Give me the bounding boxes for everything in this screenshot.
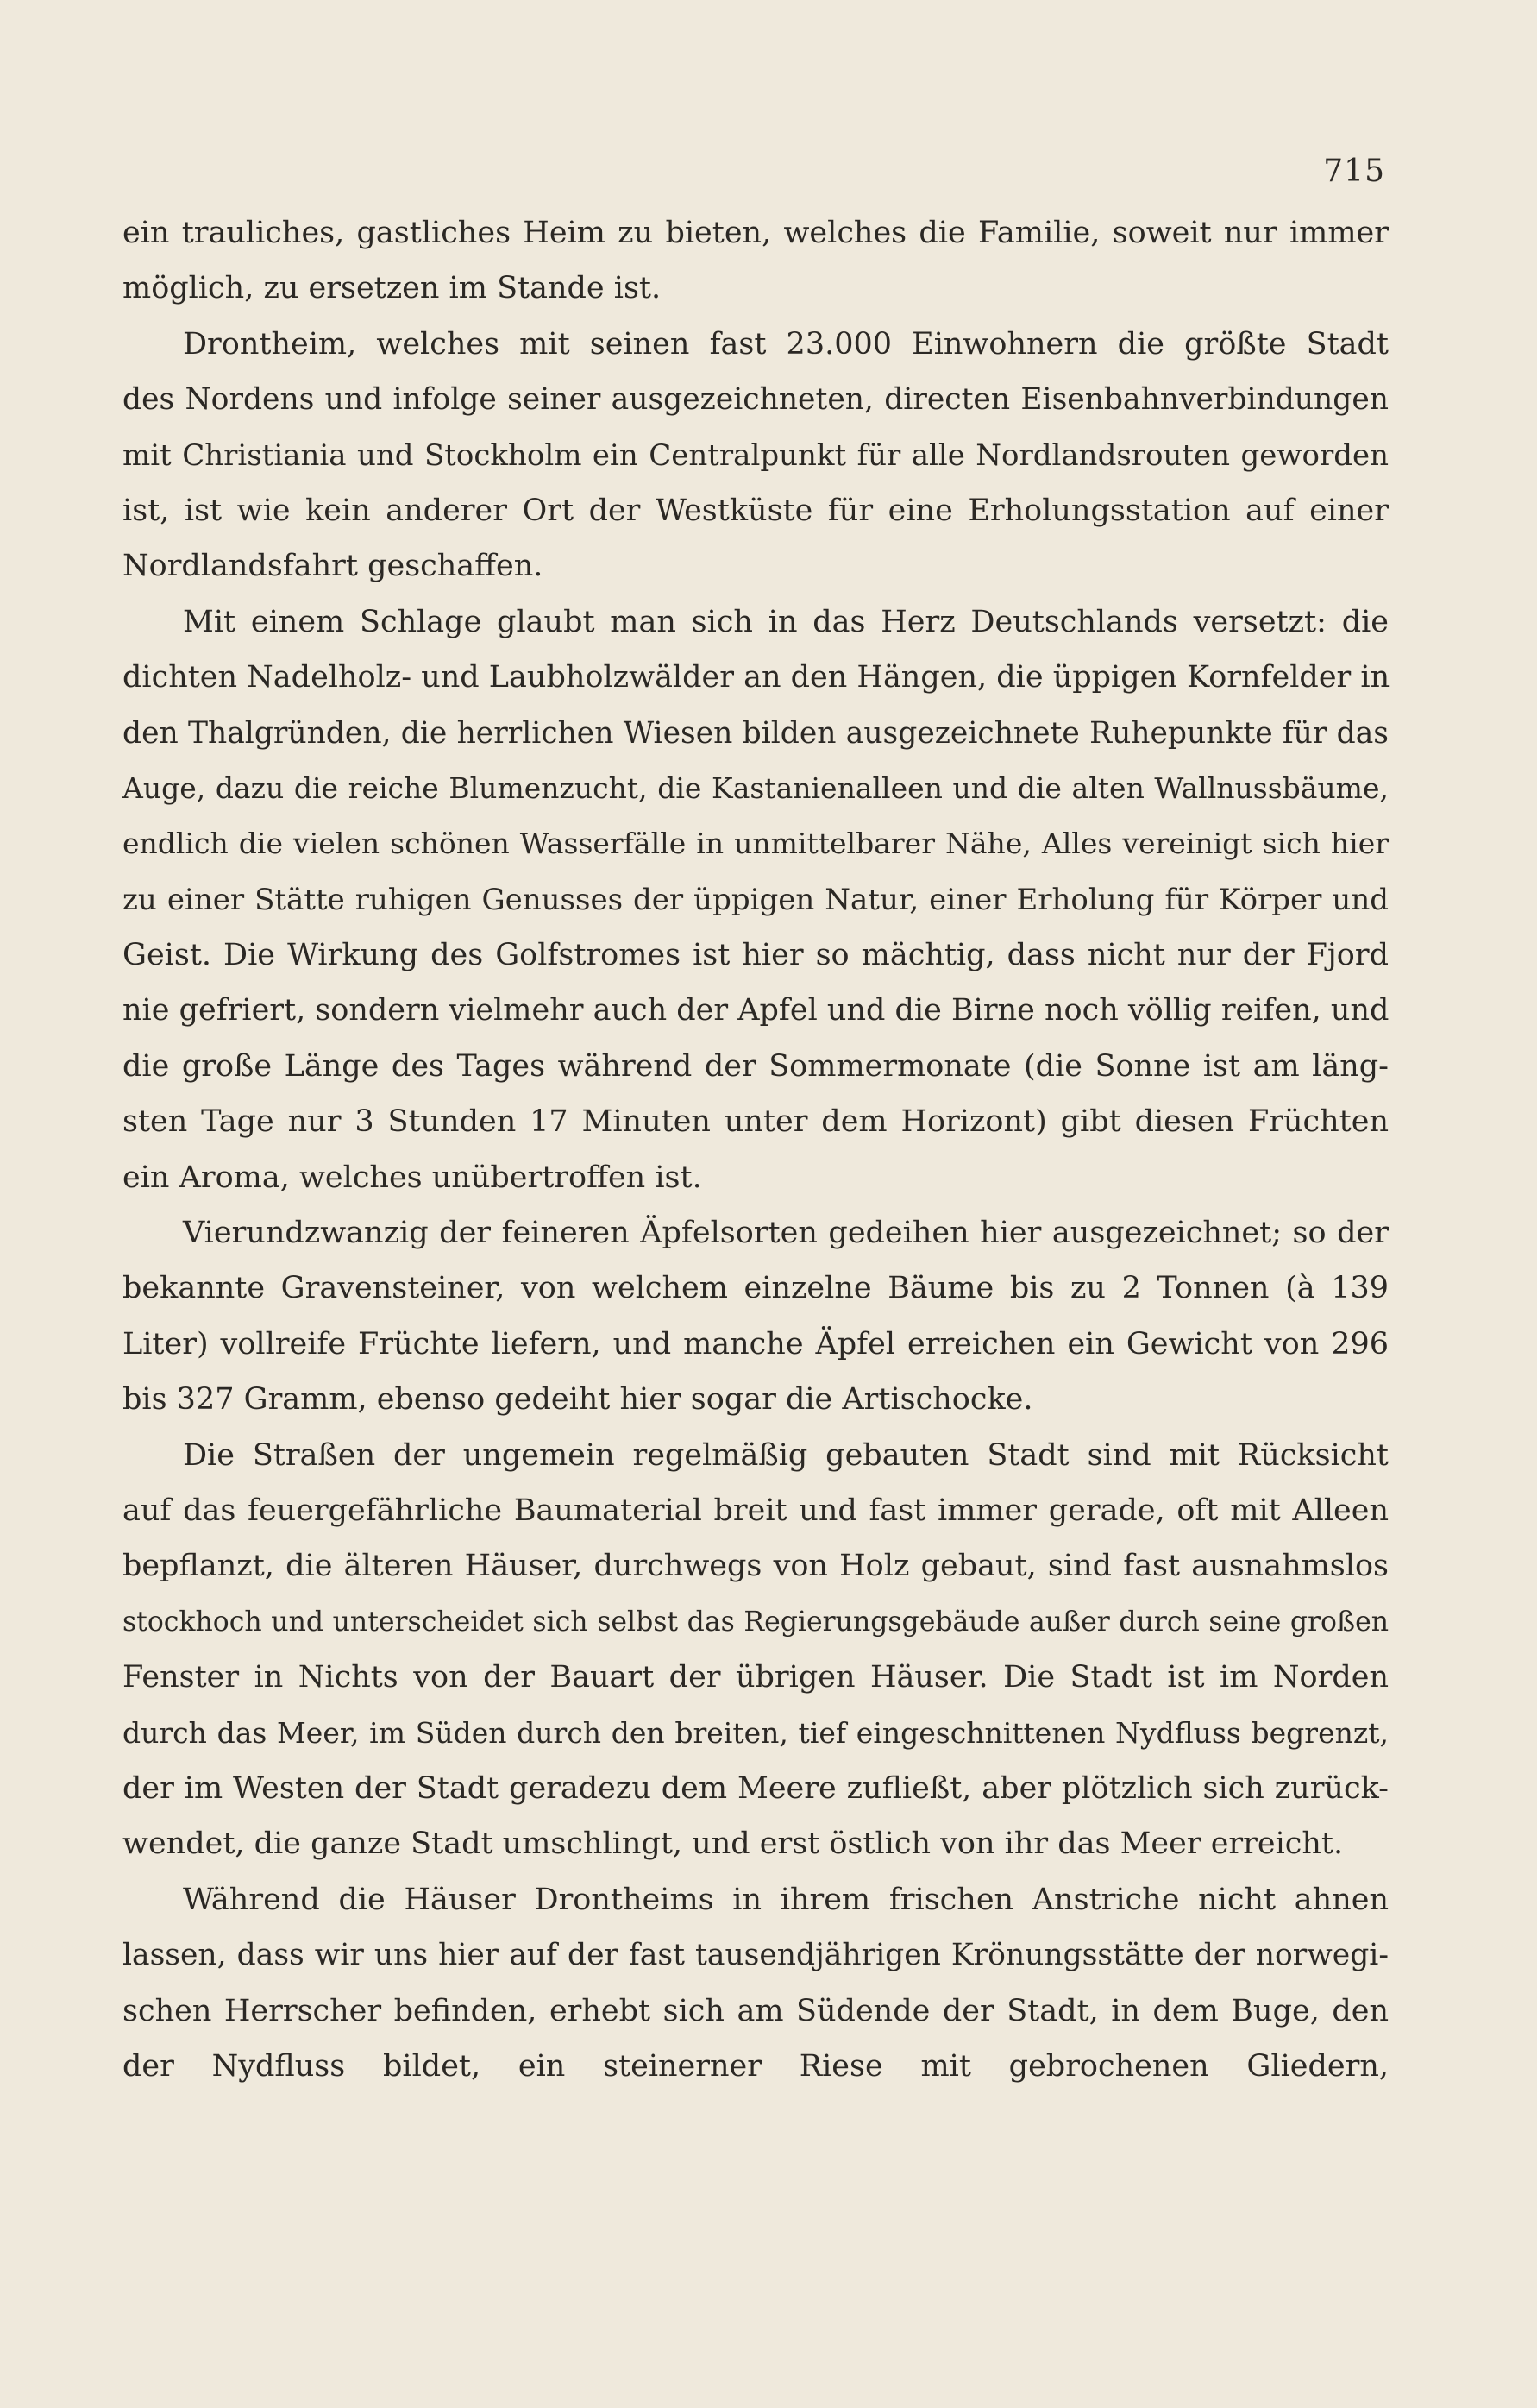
- text-line: wendet, die ganze Stadt umschlingt, und erst östlich von ihr das Meer erreicht.: [122, 1826, 1344, 1862]
- text-line: sten Tage nur 3 Stunden 17 Minuten unter dem Horizont) gibt diesen Früchten: [122, 1104, 1389, 1140]
- text-line: durch das Meer, im Süden durch den breiten, tief eingeschnittenen Nydfluss begrenzt,: [122, 1715, 1389, 1750]
- text-line: schen Herrscher befinden, erhebt sich am Südende der Stadt, in dem Buge, den: [122, 1993, 1389, 2028]
- text-line: ist, ist wie kein anderer Ort der Westküste für eine Erholungsstation auf einer: [122, 493, 1389, 528]
- text-line: Drontheim, welches mit seinen fast 23.000 Einwohnern die größte Stadt: [183, 326, 1389, 362]
- text-line: der Nydfluss bildet, ein steinerner Riese mit gebrochenen Gliedern,: [122, 2048, 1389, 2084]
- text-line: die große Länge des Tages während der Sommermonate (die Sonne ist am läng-: [122, 1048, 1389, 1084]
- text-line: ein trauliches, gastliches Heim zu bieten, welches die Familie, soweit nur immer: [122, 216, 1389, 250]
- text-line: möglich, zu ersetzen im Stande ist.: [122, 271, 662, 306]
- text-line: auf das feuergefährliche Baumaterial breit und fast immer gerade, oft mit Alleen: [122, 1493, 1389, 1528]
- text-line: nie gefriert, sondern vielmehr auch der Apfel und die Birne noch völlig reifen, und: [122, 993, 1390, 1028]
- text-line: Die Straßen der ungemein regelmäßig gebauten Stadt sind mit Rücksicht: [183, 1437, 1389, 1473]
- text-line: der im Westen der Stadt geradezu dem Meere zufließt, aber plötzlich sich zurück-: [122, 1770, 1389, 1806]
- text-line: bepflanzt, die älteren Häuser, durchwegs von Holz gebaut, sind fast ausnahmslos: [122, 1549, 1389, 1584]
- text-line: Fenster in Nichts von der Bauart der übrigen Häuser. Die Stadt ist im Norden: [122, 1660, 1389, 1695]
- text-line: Während die Häuser Drontheims in ihrem frischen Anstriche nicht ahnen: [183, 1882, 1389, 1917]
- text-line: endlich die vielen schönen Wasserfälle in unmittelbarer Nähe, Alles vereinigt sich hier: [122, 827, 1389, 861]
- text-line: bis 327 Gramm, ebenso gedeiht hier sogar die Artischocke.: [122, 1382, 1033, 1418]
- text-line: lassen, dass wir uns hier auf der fast tausendjährigen Krönungsstätte der norwegi-: [122, 1938, 1389, 1973]
- text-line: Liter) vollreife Früchte liefern, und manche Äpfel erreichen ein Gewicht von 296: [122, 1326, 1389, 1361]
- text-line: mit Christiania und Stockholm ein Centralpunkt für alle Nordlandsrouten geworden: [122, 437, 1389, 473]
- text-line: bekannte Gravensteiner, von welchem einzelne Bäume bis zu 2 Tonnen (à 139: [122, 1271, 1389, 1306]
- text-line: stockhoch und unterscheidet sich selbst das Regierungsgebäude außer durch seine großen: [122, 1606, 1389, 1638]
- text-line: dichten Nadelholz- und Laubholzwälder an den Hängen, die üppigen Kornfelder in: [122, 660, 1390, 695]
- text-line: den Thalgründen, die herrlichen Wiesen bilden ausgezeichnete Ruhepunkte für das: [122, 715, 1389, 751]
- text-line: Mit einem Schlage glaubt man sich in das Herz Deutschlands versetzt: die: [183, 604, 1389, 639]
- text-line: zu einer Stätte ruhigen Genusses der üppigen Natur, einer Erholung für Körper und: [122, 882, 1389, 917]
- body-text: [122, 205, 1389, 2094]
- text-line: ein Aroma, welches unübertroffen ist.: [122, 1160, 702, 1195]
- text-line: des Nordens und infolge seiner ausgezeichneten, directen Eisenbahnverbindungen: [122, 382, 1389, 418]
- text-line: Geist. Die Wirkung des Golfstromes ist hier so mächtig, dass nicht nur der Fjord: [122, 938, 1389, 973]
- text-line: Nordlandsfahrt geschaffen.: [122, 549, 543, 584]
- page-number: 715: [1323, 154, 1385, 189]
- text-line: Vierundzwanzig der feineren Äpfelsorten gedeihen hier ausgezeichnet; so der: [183, 1216, 1389, 1251]
- text-line: Auge, dazu die reiche Blumenzucht, die Kastanienalleen und die alten Wallnussbäume,: [122, 770, 1389, 805]
